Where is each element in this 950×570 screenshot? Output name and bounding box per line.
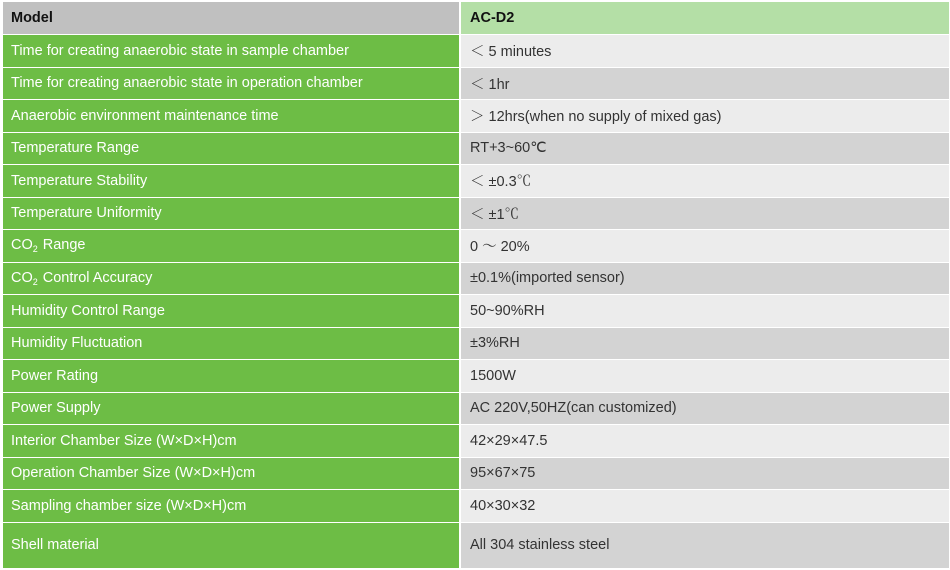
table-row bbox=[3, 35, 949, 68]
row-label: Temperature Stability bbox=[3, 165, 461, 198]
row-value: AC 220V,50HZ(can customized) bbox=[461, 393, 949, 426]
row-value: ＞ 12hrs(when no supply of mixed gas) bbox=[461, 100, 949, 133]
spec-table bbox=[3, 2, 949, 569]
row-label bbox=[3, 263, 461, 296]
table-row bbox=[3, 523, 949, 569]
row-label: Temperature Range bbox=[3, 133, 461, 166]
table-row bbox=[3, 328, 949, 361]
row-value: RT+3~60℃ bbox=[461, 133, 949, 166]
table-row bbox=[3, 133, 949, 166]
row-value: All 304 stainless steel bbox=[461, 523, 949, 569]
row-value: 95×67×75 bbox=[461, 458, 949, 491]
row-value: 0 ～ 20% bbox=[461, 230, 949, 263]
header-label: Model bbox=[3, 2, 461, 35]
row-label: Humidity Fluctuation bbox=[3, 328, 461, 361]
table-row bbox=[3, 458, 949, 491]
table-row bbox=[3, 393, 949, 426]
row-value: ＜ ±1℃ bbox=[461, 198, 949, 231]
row-value: 50~90%RH bbox=[461, 295, 949, 328]
row-label: Operation Chamber Size (W×D×H)cm bbox=[3, 458, 461, 491]
row-value: 1500W bbox=[461, 360, 949, 393]
row-value: ＜ 5 minutes bbox=[461, 35, 949, 68]
row-label: Power Rating bbox=[3, 360, 461, 393]
co2-subscript: 2 bbox=[32, 276, 38, 287]
table-row bbox=[3, 490, 949, 523]
row-value: 40×30×32 bbox=[461, 490, 949, 523]
table-row bbox=[3, 263, 949, 296]
row-label: Interior Chamber Size (W×D×H)cm bbox=[3, 425, 461, 458]
row-value: ＜ ±0.3℃ bbox=[461, 165, 949, 198]
row-label: Power Supply bbox=[3, 393, 461, 426]
row-label: Temperature Uniformity bbox=[3, 198, 461, 231]
table-row bbox=[3, 360, 949, 393]
table-row bbox=[3, 295, 949, 328]
row-label: Time for creating anaerobic state in sample chamber bbox=[3, 35, 461, 68]
header-value: AC-D2 bbox=[461, 2, 949, 35]
row-label: Anaerobic environment maintenance time bbox=[3, 100, 461, 133]
table-row bbox=[3, 100, 949, 133]
row-value: ±3%RH bbox=[461, 328, 949, 361]
row-value: 42×29×47.5 bbox=[461, 425, 949, 458]
co2-label-rest: Range bbox=[42, 237, 86, 254]
row-value: ±0.1%(imported sensor) bbox=[461, 263, 949, 296]
table-row bbox=[3, 165, 949, 198]
co2-prefix: CO bbox=[11, 237, 33, 254]
table-row bbox=[3, 230, 949, 263]
co2-prefix: CO bbox=[11, 269, 33, 286]
table-header-row bbox=[3, 2, 949, 35]
table-row bbox=[3, 68, 949, 101]
row-label bbox=[3, 230, 461, 263]
co2-label-rest: Control Accuracy bbox=[42, 269, 153, 286]
row-label: Sampling chamber size (W×D×H)cm bbox=[3, 490, 461, 523]
table-row bbox=[3, 425, 949, 458]
row-value: ＜ 1hr bbox=[461, 68, 949, 101]
table-row bbox=[3, 198, 949, 231]
co2-subscript: 2 bbox=[32, 244, 38, 255]
row-label: Time for creating anaerobic state in operation chamber bbox=[3, 68, 461, 101]
row-label: Humidity Control Range bbox=[3, 295, 461, 328]
row-label: Shell material bbox=[3, 523, 461, 569]
